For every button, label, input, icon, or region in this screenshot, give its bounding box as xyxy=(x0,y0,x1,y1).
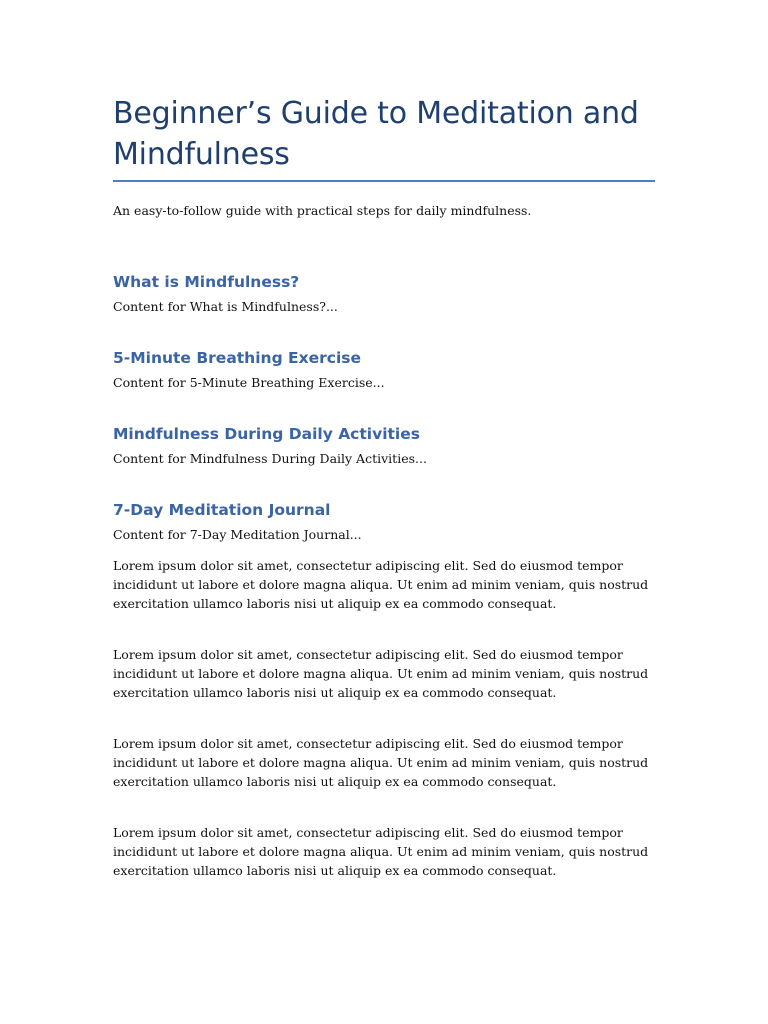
section-content: Content for Mindfulness During Daily Activities... xyxy=(113,451,427,466)
section xyxy=(113,271,655,316)
section-content: Content for What is Mindfulness?... xyxy=(113,299,338,314)
section xyxy=(113,347,655,392)
document-subtitle: An easy-to-follow guide with practical steps for daily mindfulness. xyxy=(113,203,532,218)
body-paragraphs xyxy=(113,556,655,880)
sections-list xyxy=(113,271,655,544)
title-underline xyxy=(113,180,655,182)
body-paragraph: Lorem ipsum dolor sit amet, consectetur adipiscing elit. Sed do eiusmod tempor incididunt ut labore et dolore magna aliqua. Ut enim ad minim veniam, quis nostrud exercitation ullamco laboris nisi ut aliquip ex ea commodo consequat. xyxy=(113,825,649,878)
section-content: Content for 5-Minute Breathing Exercise... xyxy=(113,375,385,390)
section xyxy=(113,499,655,544)
section-heading: 7-Day Meditation Journal xyxy=(113,501,331,519)
document-title: Beginner’s Guide to Meditation and Mindfulness xyxy=(113,96,639,172)
section-content: Content for 7-Day Meditation Journal... xyxy=(113,527,362,542)
section xyxy=(113,423,655,468)
document-page xyxy=(113,93,655,880)
body-paragraph: Lorem ipsum dolor sit amet, consectetur adipiscing elit. Sed do eiusmod tempor incididunt ut labore et dolore magna aliqua. Ut enim ad minim veniam, quis nostrud exercitation ullamco laboris nisi ut aliquip ex ea commodo consequat. xyxy=(113,647,649,700)
body-paragraph: Lorem ipsum dolor sit amet, consectetur adipiscing elit. Sed do eiusmod tempor incididunt ut labore et dolore magna aliqua. Ut enim ad minim veniam, quis nostrud exercitation ullamco laboris nisi ut aliquip ex ea commodo consequat. xyxy=(113,736,649,789)
section-heading: 5-Minute Breathing Exercise xyxy=(113,349,362,367)
section-heading: What is Mindfulness? xyxy=(113,273,300,291)
body-paragraph: Lorem ipsum dolor sit amet, consectetur adipiscing elit. Sed do eiusmod tempor incididunt ut labore et dolore magna aliqua. Ut enim ad minim veniam, quis nostrud exercitation ullamco laboris nisi ut aliquip ex ea commodo consequat. xyxy=(113,558,649,611)
section-heading: Mindfulness During Daily Activities xyxy=(113,425,420,443)
